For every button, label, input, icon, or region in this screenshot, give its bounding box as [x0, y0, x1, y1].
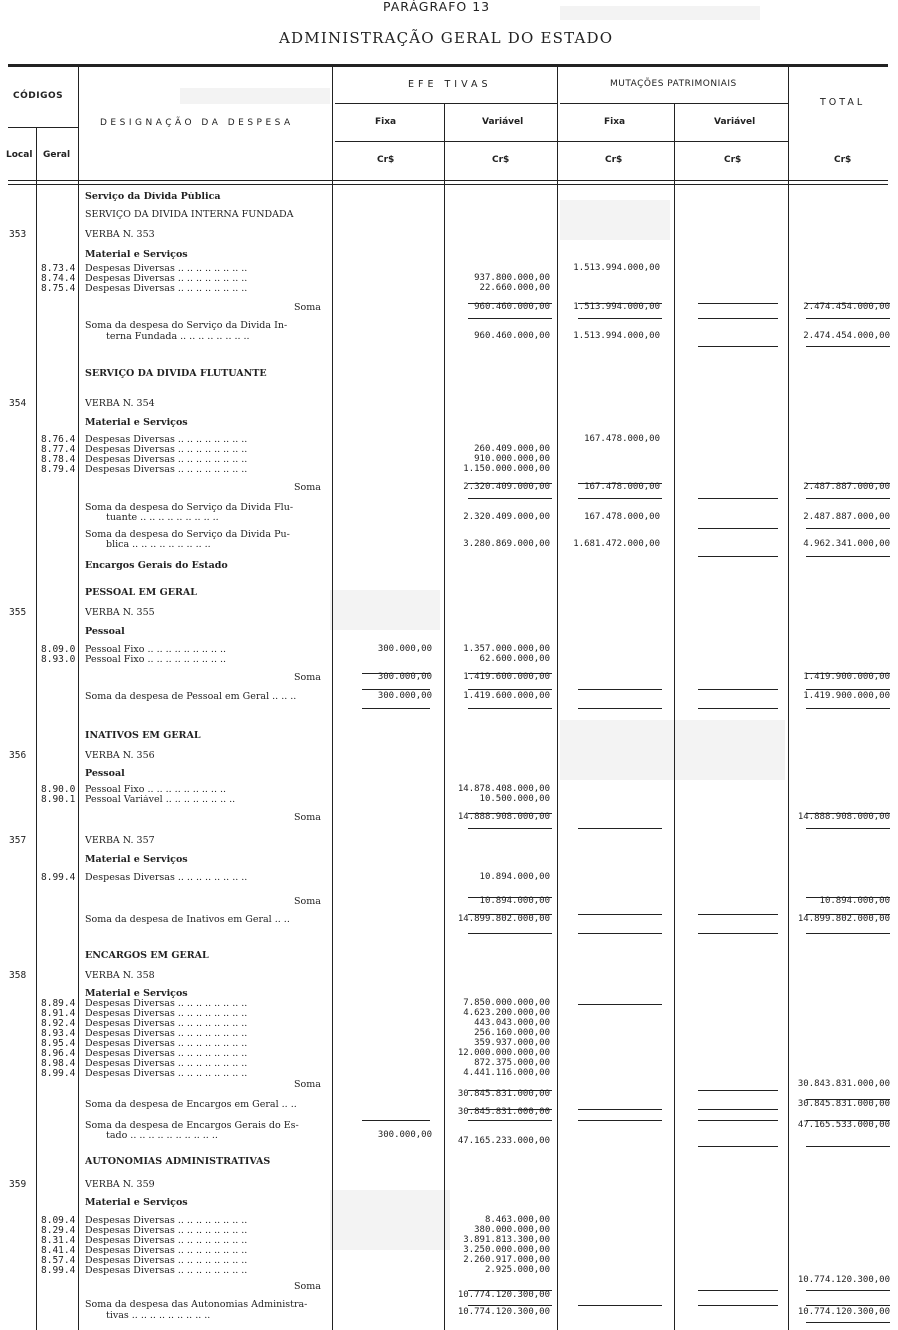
paragraph-label: PARÁGRAFO 13	[383, 0, 491, 14]
sum-rule	[468, 1090, 552, 1091]
sum-rule	[806, 498, 890, 499]
sum-rule	[468, 897, 552, 898]
amount-ev: 14.878.408.000,00	[457, 784, 550, 794]
row-description: VERBA N. 353	[85, 230, 155, 240]
row-description: tado .. .. .. .. .. .. .. .. .. ..	[106, 1131, 218, 1141]
geral-code: 8.74.4	[41, 273, 76, 284]
amount-ev: 2.260.917.000,00	[463, 1255, 550, 1265]
row-description: VERBA N. 359	[85, 1180, 155, 1190]
amount-ef: 300.000,00	[377, 672, 432, 682]
amount-tot: 2.474.454.000,00	[803, 302, 890, 312]
amount-mf: 167.478.000,00	[584, 512, 660, 522]
local-code: 357	[9, 835, 27, 846]
sum-rule	[806, 556, 890, 557]
total-header: TOTAL	[820, 97, 866, 108]
sum-rule	[468, 1305, 552, 1306]
amount-tot: 10.774.120.300,00	[797, 1275, 890, 1285]
row-description: Material e Serviços	[85, 855, 188, 865]
geral-code: 8.93.0	[41, 654, 76, 665]
sum-rule	[806, 1120, 890, 1121]
sum-rule	[578, 1120, 662, 1121]
amount-ev: 937.800.000,00	[474, 273, 550, 283]
amount-tot: 14.899.802.000,00	[797, 914, 890, 924]
geral-code: 8.57.4	[41, 1255, 76, 1266]
sum-rule	[806, 1305, 890, 1306]
amount-ev: 7.850.000.000,00	[463, 998, 550, 1008]
row-description: Pessoal Variável .. .. .. .. .. .. .. ..	[85, 795, 236, 805]
row-description: Despesas Diversas .. .. .. .. .. .. .. ..	[85, 1029, 248, 1039]
row-description: VERBA N. 356	[85, 751, 155, 761]
col-divider	[332, 66, 333, 1330]
efetivas-variavel-header: Variável	[482, 117, 524, 127]
col-divider	[78, 66, 79, 1330]
sum-rule	[698, 528, 778, 529]
amount-ev: 2.320.409.000,00	[463, 482, 550, 492]
geral-code: 8.09.4	[41, 1215, 76, 1226]
row-description: Despesas Diversas .. .. .. .. .. .. .. ..	[85, 455, 248, 465]
mutacoes-variavel-header: Variável	[714, 117, 756, 127]
geral-code: 8.99.4	[41, 1265, 76, 1276]
row-description: VERBA N. 354	[85, 399, 155, 409]
sum-rule	[806, 813, 890, 814]
sum-rule	[578, 318, 662, 319]
scan-noise	[180, 88, 330, 104]
row-description: Material e Serviços	[85, 418, 188, 428]
sum-rule	[806, 346, 890, 347]
row-description: Despesas Diversas .. .. .. .. .. .. .. ..	[85, 1009, 248, 1019]
row-description: Soma da despesa de Encargos em Geral .. ..	[85, 1100, 297, 1110]
col-divider	[674, 103, 675, 1330]
amount-tot: 14.888.908.000,00	[797, 812, 890, 822]
geral-code: 8.41.4	[41, 1245, 76, 1256]
amount-mf: 167.478.000,00	[584, 434, 660, 444]
sum-rule	[698, 708, 778, 709]
amount-ev: 1.357.000.000,00	[463, 644, 550, 654]
sum-rule	[806, 673, 890, 674]
row-description: Pessoal Fixo .. .. .. .. .. .. .. .. ..	[85, 655, 227, 665]
row-description: Despesas Diversas .. .. .. .. .. .. .. ..	[85, 1049, 248, 1059]
geral-code: 8.92.4	[41, 1018, 76, 1029]
amount-ev: 3.250.000.000,00	[463, 1245, 550, 1255]
header-bottom-rule	[8, 180, 888, 181]
sum-rule	[698, 1146, 778, 1147]
sum-rule	[468, 1109, 552, 1110]
currency-efetivas-fixa: Cr$	[377, 155, 395, 165]
soma-label: Soma	[294, 1079, 321, 1090]
amount-tot: 1.419.900.000,00	[803, 672, 890, 682]
amount-ev: 256.160.000,00	[474, 1028, 550, 1038]
row-description: PESSOAL EM GERAL	[85, 588, 197, 598]
amount-ev: 10.774.120.300,00	[457, 1290, 550, 1300]
sum-rule	[578, 498, 662, 499]
sum-rule	[806, 914, 890, 915]
row-description: Despesas Diversas .. .. .. .. .. .. .. ..	[85, 274, 248, 284]
row-description: Despesas Diversas .. .. .. .. .. .. .. ..	[85, 1236, 248, 1246]
local-code: 359	[9, 1179, 27, 1190]
amount-ev: 47.165.233.000,00	[457, 1136, 550, 1146]
amount-ev: 62.600.000,00	[479, 654, 550, 664]
geral-code: 8.90.0	[41, 784, 76, 795]
amount-ev: 443.043.000,00	[474, 1018, 550, 1028]
amount-ev: 260.409.000,00	[474, 444, 550, 454]
row-description: Soma da despesa do Serviço da Divida Pu-	[85, 530, 290, 540]
sum-rule	[468, 673, 552, 674]
sum-rule	[698, 1305, 778, 1306]
sum-rule	[806, 1099, 890, 1100]
sum-rule	[468, 1290, 552, 1291]
sum-rule	[698, 318, 778, 319]
amount-ev: 3.891.813.300,00	[463, 1235, 550, 1245]
row-description: Despesas Diversas .. .. .. .. .. .. .. ..	[85, 1019, 248, 1029]
row-description: Despesas Diversas .. .. .. .. .. .. .. ..	[85, 1059, 248, 1069]
amount-mf: 1.681.472.000,00	[573, 539, 660, 549]
geral-code: 8.99.4	[41, 872, 76, 883]
amount-ev: 1.150.000.000,00	[463, 464, 550, 474]
row-description: tuante .. .. .. .. .. .. .. .. ..	[106, 513, 219, 523]
amount-mf: 1.513.994.000,00	[573, 331, 660, 341]
amount-ev: 359.937.000,00	[474, 1038, 550, 1048]
amount-ev: 910.000.000,00	[474, 454, 550, 464]
amount-tot: 1.419.900.000,00	[803, 691, 890, 701]
sum-rule	[468, 708, 552, 709]
row-description: Encargos Gerais do Estado	[85, 561, 228, 571]
sum-rule	[468, 828, 552, 829]
local-code: 354	[9, 398, 27, 409]
geral-code: 8.76.4	[41, 434, 76, 445]
row-description: Despesas Diversas .. .. .. .. .. .. .. ..	[85, 1266, 248, 1276]
local-code: 355	[9, 607, 27, 618]
sum-rule	[578, 1305, 662, 1306]
col-divider	[36, 127, 37, 1330]
soma-label: Soma	[294, 812, 321, 823]
amount-ev: 14.888.908.000,00	[457, 812, 550, 822]
sum-rule	[806, 933, 890, 934]
sum-rule	[578, 303, 662, 304]
currency-efetivas-variavel: Cr$	[492, 155, 510, 165]
geral-code: 8.31.4	[41, 1235, 76, 1246]
geral-code: 8.77.4	[41, 444, 76, 455]
sum-rule	[362, 1120, 430, 1121]
soma-label: Soma	[294, 1281, 321, 1292]
row-description: INATIVOS EM GERAL	[85, 731, 201, 741]
geral-code: 8.95.4	[41, 1038, 76, 1049]
row-description: Despesas Diversas .. .. .. .. .. .. .. ..	[85, 1216, 248, 1226]
row-description: VERBA N. 358	[85, 971, 155, 981]
row-description: Soma da despesa de Inativos em Geral .. ..	[85, 915, 290, 925]
row-description: Serviço da Dívida Pública	[85, 192, 221, 202]
amount-ev: 4.623.200.000,00	[463, 1008, 550, 1018]
amount-ev: 30.845.831.000,00	[457, 1089, 550, 1099]
geral-code: 8.91.4	[41, 1008, 76, 1019]
amount-tot: 47.165.533.000,00	[797, 1120, 890, 1130]
amount-tot: 4.962.341.000,00	[803, 539, 890, 549]
local-code: 353	[9, 229, 27, 240]
sum-rule	[698, 1120, 778, 1121]
amount-tot: 2.474.454.000,00	[803, 331, 890, 341]
amount-ev: 1.419.600.000,00	[463, 672, 550, 682]
sum-rule	[468, 483, 552, 484]
sum-rule	[468, 813, 552, 814]
amount-ev: 10.894.000,00	[479, 896, 550, 906]
sum-rule	[806, 689, 890, 690]
codigos-rule	[8, 127, 78, 128]
sum-rule	[468, 318, 552, 319]
sum-rule	[468, 303, 552, 304]
amount-ef: 300.000,00	[377, 644, 432, 654]
row-description: Despesas Diversas .. .. .. .. .. .. .. ..	[85, 1246, 248, 1256]
sum-rule	[698, 346, 778, 347]
amount-ev: 10.774.120.300,00	[457, 1307, 550, 1317]
geral-code: 8.73.4	[41, 263, 76, 274]
sum-rule	[698, 556, 778, 557]
geral-header: Geral	[43, 150, 71, 160]
row-description: Soma da despesa de Pessoal em Geral .. .. ..	[85, 692, 297, 702]
amount-ev: 12.000.000.000,00	[457, 1048, 550, 1058]
amount-ev: 10.894.000,00	[479, 872, 550, 882]
geral-code: 8.89.4	[41, 998, 76, 1009]
amount-ev: 3.280.869.000,00	[463, 539, 550, 549]
amount-ev: 872.375.000,00	[474, 1058, 550, 1068]
row-description: Despesas Diversas .. .. .. .. .. .. .. ..	[85, 873, 248, 883]
row-description: Material e Serviços	[85, 1198, 188, 1208]
local-code: 356	[9, 750, 27, 761]
sum-rule	[806, 1146, 890, 1147]
currency-mutacoes-variavel: Cr$	[724, 155, 742, 165]
amount-ev: 4.441.116.000,00	[463, 1068, 550, 1078]
row-description: Pessoal	[85, 769, 125, 779]
sum-rule	[806, 1322, 890, 1323]
row-description: Despesas Diversas .. .. .. .. .. .. .. ..	[85, 1256, 248, 1266]
sum-rule	[806, 528, 890, 529]
row-description: Pessoal Fixo .. .. .. .. .. .. .. .. ..	[85, 645, 227, 655]
mutacoes-header: MUTAÇÕES PATRIMONIAIS	[610, 79, 737, 89]
col-divider	[788, 66, 789, 1330]
row-description: SERVIÇO DA DIVIDA INTERNA FUNDADA	[85, 210, 294, 220]
row-description: Despesas Diversas .. .. .. .. .. .. .. ..	[85, 435, 248, 445]
geral-code: 8.75.4	[41, 283, 76, 294]
row-description: Despesas Diversas .. .. .. .. .. .. .. ..	[85, 1039, 248, 1049]
amount-ev: 380.000.000,00	[474, 1225, 550, 1235]
efetivas-fixa-header: Fixa	[375, 117, 397, 127]
sum-rule	[578, 483, 662, 484]
codigos-header: CÓDIGOS	[13, 91, 64, 101]
amount-ev: 14.899.802.000,00	[457, 914, 550, 924]
row-description: Pessoal	[85, 627, 125, 637]
geral-code: 8.29.4	[41, 1225, 76, 1236]
sum-rule	[806, 1290, 890, 1291]
amount-ev: 1.419.600.000,00	[463, 691, 550, 701]
sum-rule	[806, 483, 890, 484]
row-description: Despesas Diversas .. .. .. .. .. .. .. ..	[85, 465, 248, 475]
geral-code: 8.90.1	[41, 794, 76, 805]
efetivas-rule	[335, 103, 557, 104]
amount-ef: 300.000,00	[377, 1130, 432, 1140]
sum-rule	[698, 933, 778, 934]
currency-total: Cr$	[834, 155, 852, 165]
geral-code: 8.78.4	[41, 454, 76, 465]
table-top-rule	[8, 64, 888, 67]
scan-noise	[330, 590, 440, 630]
soma-label: Soma	[294, 672, 321, 683]
efetivas-header: EFE TIVAS	[408, 79, 492, 90]
row-description: tivas .. .. .. .. .. .. .. .. ..	[106, 1311, 211, 1321]
amount-tot: 2.487.887.000,00	[803, 482, 890, 492]
sum-rule	[362, 673, 430, 674]
sum-rule	[698, 303, 778, 304]
row-description: Despesas Diversas .. .. .. .. .. .. .. ..	[85, 1226, 248, 1236]
sum-rule	[468, 933, 552, 934]
sum-rule	[806, 303, 890, 304]
amount-tot: 30.843.831.000,00	[797, 1079, 890, 1089]
sum-rule	[468, 498, 552, 499]
row-description: Despesas Diversas .. .. .. .. .. .. .. ..	[85, 1069, 248, 1079]
sum-rule	[578, 1109, 662, 1110]
currency-mutacoes-fixa: Cr$	[605, 155, 623, 165]
sum-rule	[468, 914, 552, 915]
amount-ev: 22.660.000,00	[479, 283, 550, 293]
amount-ev: 2.320.409.000,00	[463, 512, 550, 522]
header-bottom-rule	[8, 184, 888, 185]
local-code: 358	[9, 970, 27, 981]
sum-rule	[362, 689, 430, 690]
row-description: Despesas Diversas .. .. .. .. .. .. .. ..	[85, 445, 248, 455]
sum-rule	[698, 689, 778, 690]
row-description: terna Fundada .. .. .. .. .. .. .. ..	[106, 332, 250, 342]
sum-rule	[362, 708, 430, 709]
sum-rule	[578, 828, 662, 829]
geral-code: 8.79.4	[41, 464, 76, 475]
sum-rule	[578, 708, 662, 709]
row-description: Soma da despesa do Serviço da Divida Flu-	[85, 503, 294, 513]
soma-label: Soma	[294, 302, 321, 313]
sum-rule	[698, 1109, 778, 1110]
row-description: Material e Serviços	[85, 250, 188, 260]
designacao-header: DESIGNAÇÃO DA DESPESA	[100, 118, 294, 128]
geral-code: 8.93.4	[41, 1028, 76, 1039]
geral-code: 8.99.4	[41, 1068, 76, 1079]
row-description: VERBA N. 355	[85, 608, 155, 618]
sum-rule	[806, 897, 890, 898]
amount-tot: 10.774.120.300,00	[797, 1307, 890, 1317]
row-description: Soma da despesa do Serviço da Divida In-	[85, 321, 288, 331]
mutacoes-fixa-header: Fixa	[604, 117, 626, 127]
geral-code: 8.96.4	[41, 1048, 76, 1059]
sum-rule	[578, 689, 662, 690]
col-divider	[444, 103, 445, 1330]
amount-ev: 2.925.000,00	[484, 1265, 550, 1275]
subheader-rule	[335, 141, 788, 142]
sum-rule	[806, 828, 890, 829]
sum-rule	[578, 914, 662, 915]
row-description: Despesas Diversas .. .. .. .. .. .. .. ..	[85, 264, 248, 274]
geral-code: 8.09.0	[41, 644, 76, 655]
row-description: SERVIÇO DA DIVIDA FLUTUANTE	[85, 369, 267, 379]
sum-rule	[468, 1120, 552, 1121]
scan-noise	[330, 1190, 450, 1250]
soma-label: Soma	[294, 482, 321, 493]
amount-tot: 10.894.000,00	[819, 896, 890, 906]
amount-ev: 8.463.000,00	[484, 1215, 550, 1225]
amount-ef: 300.000,00	[377, 691, 432, 701]
amount-ev: 10.500.000,00	[479, 794, 550, 804]
amount-tot: 30.845.831.000,00	[797, 1099, 890, 1109]
amount-tot: 2.487.887.000,00	[803, 512, 890, 522]
amount-ev: 30.845.831.000,00	[457, 1107, 550, 1117]
amount-ev: 960.460.000,00	[474, 302, 550, 312]
amount-mf: 167.478.000,00	[584, 482, 660, 492]
sum-rule	[698, 914, 778, 915]
soma-label: Soma	[294, 896, 321, 907]
col-divider	[557, 66, 558, 1330]
amount-mf: 1.513.994.000,00	[573, 263, 660, 273]
row-description: VERBA N. 357	[85, 836, 155, 846]
row-description: Despesas Diversas .. .. .. .. .. .. .. ..	[85, 999, 248, 1009]
row-description: ENCARGOS EM GERAL	[85, 951, 209, 961]
scan-noise	[560, 720, 785, 780]
row-description: Soma da despesa de Encargos Gerais do Es-	[85, 1121, 299, 1131]
sum-rule	[698, 1090, 778, 1091]
sum-rule	[578, 933, 662, 934]
scan-noise	[560, 200, 670, 240]
amount-ev: 960.460.000,00	[474, 331, 550, 341]
row-description: Soma da despesa das Autonomias Administra-	[85, 1300, 308, 1310]
sum-rule	[806, 318, 890, 319]
row-description: blica .. .. .. .. .. .. .. .. ..	[106, 540, 211, 550]
row-description: Material e Serviços	[85, 989, 188, 999]
row-description: Despesas Diversas .. .. .. .. .. .. .. ..	[85, 284, 248, 294]
sum-rule	[698, 1290, 778, 1291]
scan-noise	[560, 6, 760, 20]
sum-rule	[806, 708, 890, 709]
sum-rule	[698, 498, 778, 499]
amount-mf: 1.513.994.000,00	[573, 302, 660, 312]
row-description: AUTONOMIAS ADMINISTRATIVAS	[85, 1157, 271, 1167]
row-description: Pessoal Fixo .. .. .. .. .. .. .. .. ..	[85, 785, 227, 795]
page-title: ADMINISTRAÇÃO GERAL DO ESTADO	[279, 29, 614, 47]
sum-rule	[578, 1004, 662, 1005]
sum-rule	[468, 689, 552, 690]
local-header: Local	[6, 150, 33, 160]
geral-code: 8.98.4	[41, 1058, 76, 1069]
